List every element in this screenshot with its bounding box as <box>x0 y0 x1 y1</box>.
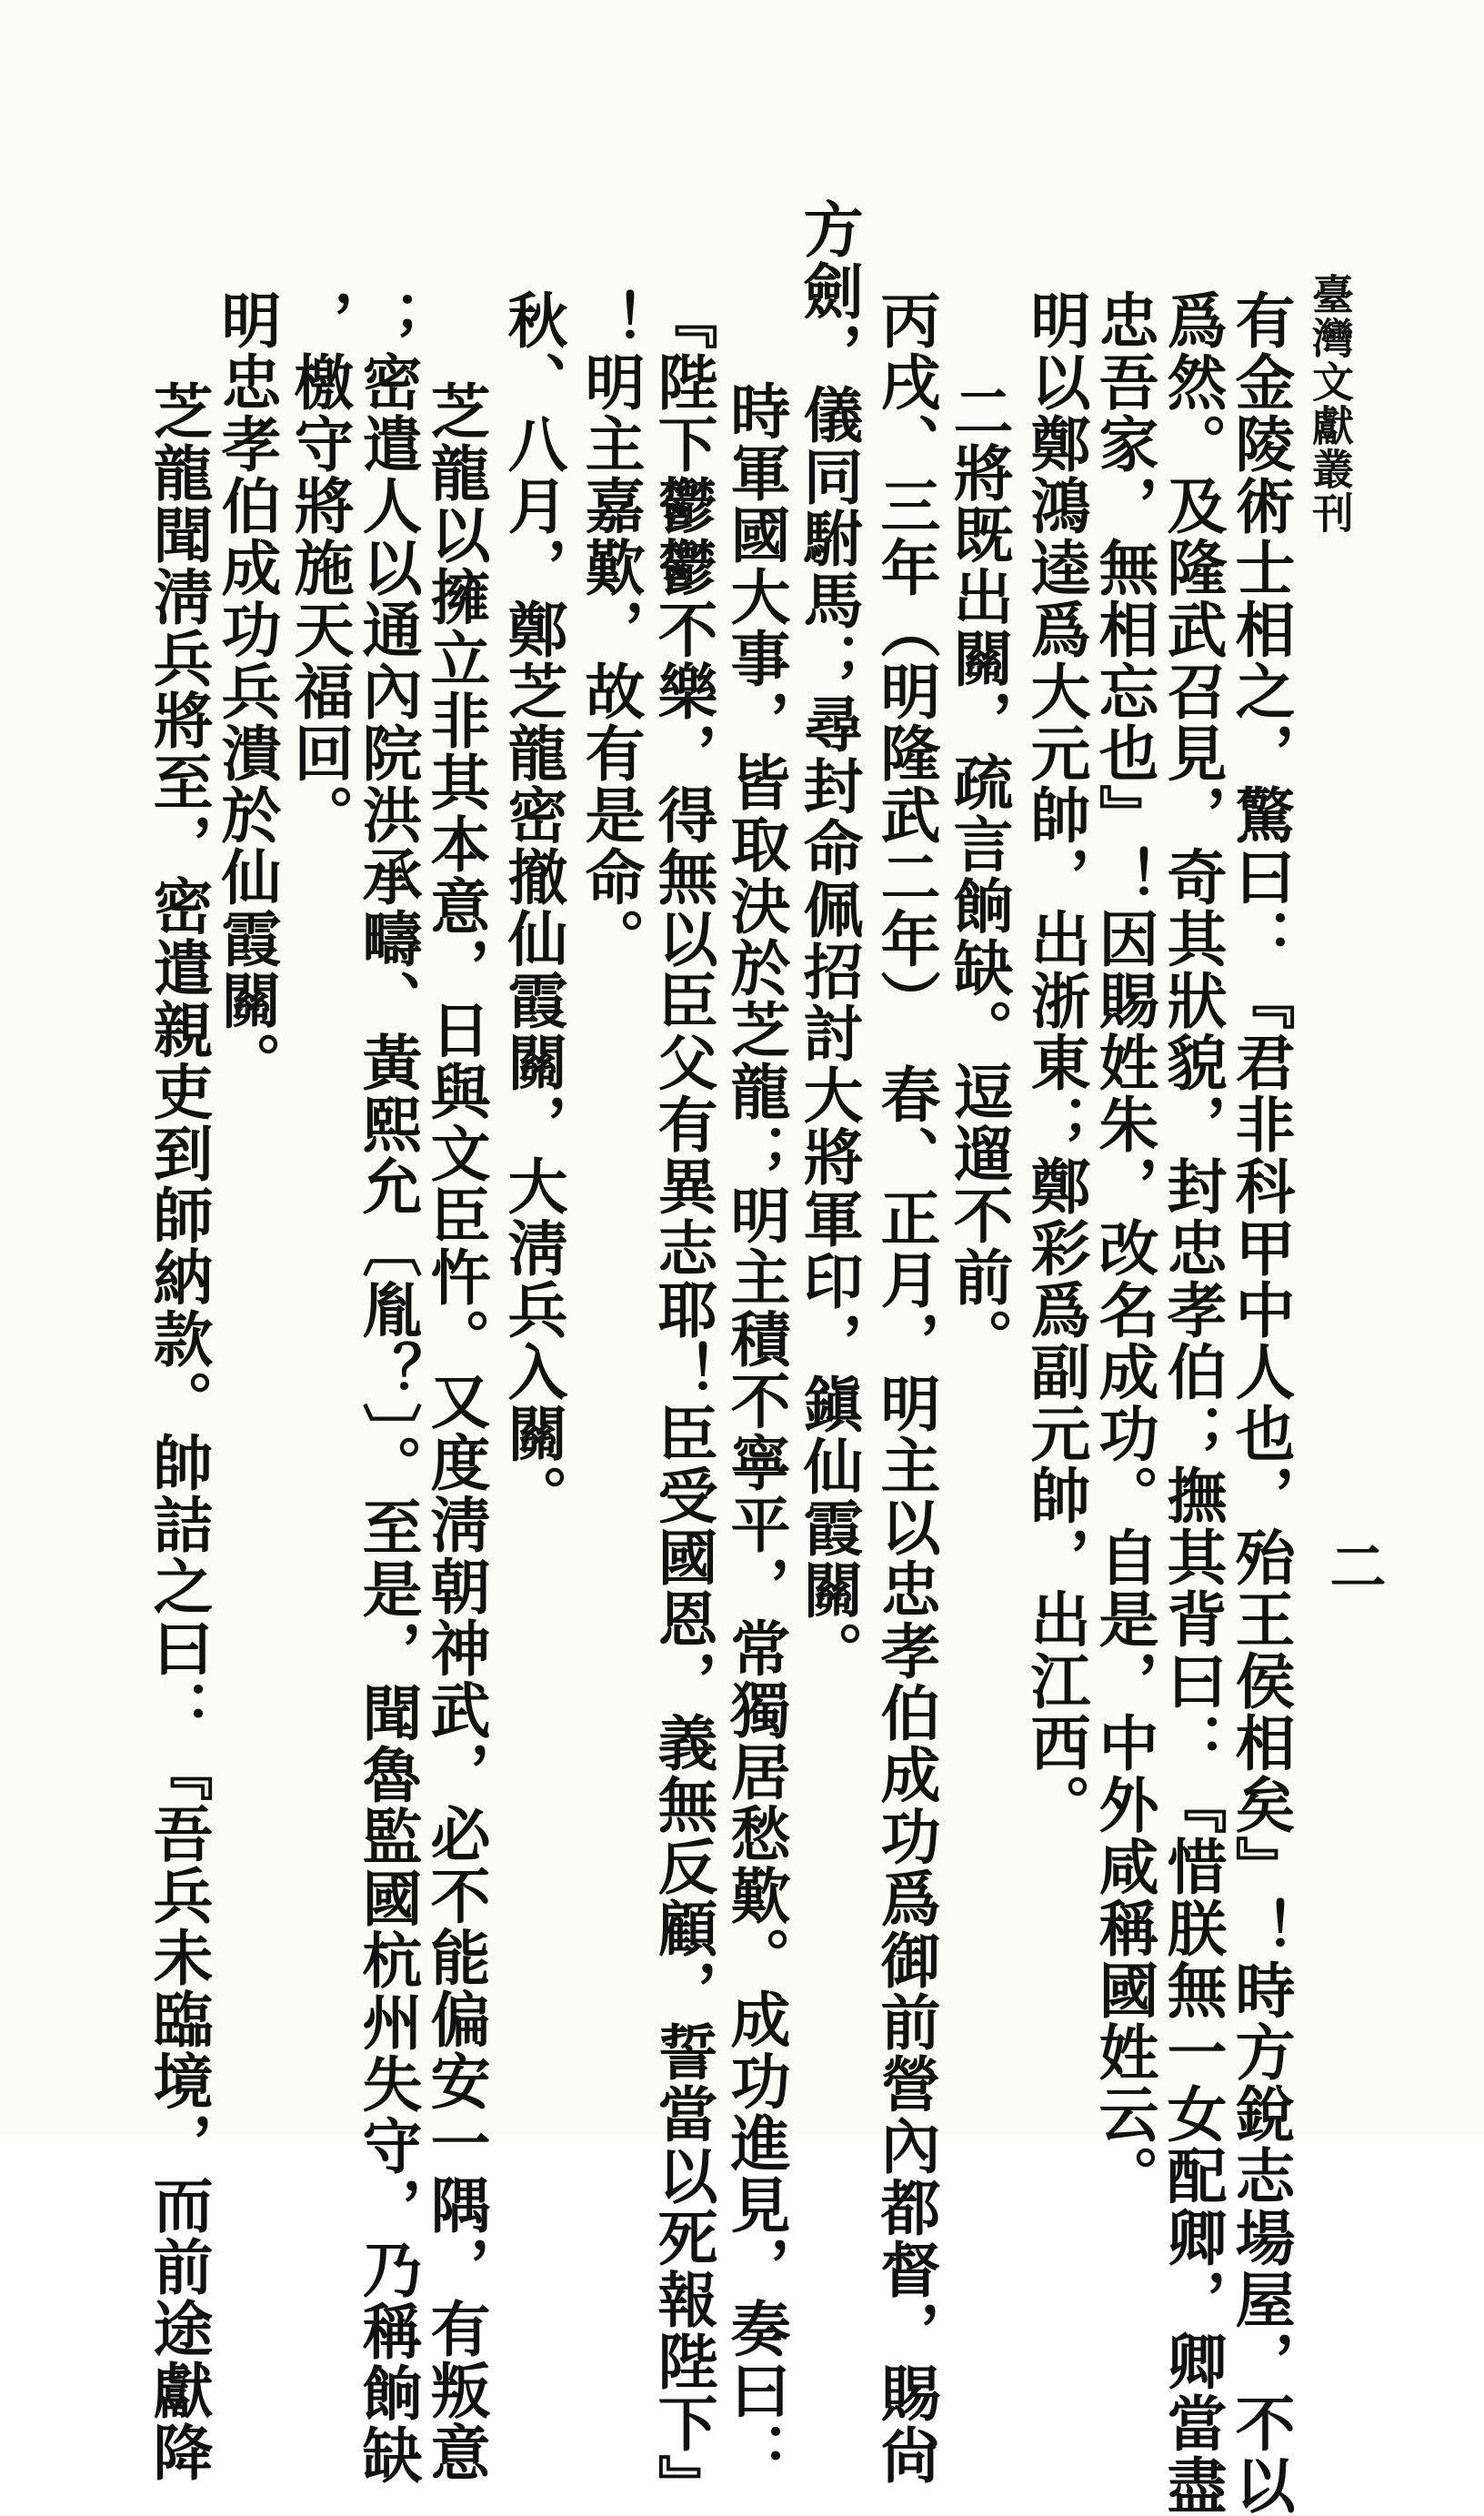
text-column-3: 忠吾家，無相忘也』！因賜姓朱，改名成功。自是，中外咸稱國姓云。 <box>1088 289 1159 2207</box>
text-column-9: 『陛下鬱鬱不樂，得無以臣父有異志耶！臣受國恩，義無反顧，誓當以死報陛下』 <box>647 289 718 2516</box>
text-column-11: 秋、八月，鄭芝龍密撤仙霞關，大淸兵入關。 <box>497 289 568 1526</box>
text-column-6 <box>870 289 941 2486</box>
text-column-13: ；密遣人以通內院洪承疇、黃熙允〔胤？〕。至是，聞魯監國杭州失守，乃稱餉缺 <box>352 289 423 2486</box>
text-column-1: 有金陵術士相之，驚曰：『君非科甲中人也，殆王侯相矣』！時方銳志場屋，不以 <box>1225 289 1296 2516</box>
text-column-7: 方劍，儀同駙馬；尋封命佩招討大將軍印，鎭仙霞關。 <box>793 198 864 1683</box>
era-heading: 丙戌、三年（明隆武二年） <box>870 289 941 1001</box>
page-number: 二 <box>1320 1537 1387 1595</box>
era-heading-continuation: 春、正月，明主以忠孝伯成功爲御前營內都督，賜尙 <box>870 1001 941 2486</box>
text-column-5: 二將既出關，疏言餉缺。逗遛不前。 <box>943 380 1014 1370</box>
text-column-12: 芝龍以擁立非其本意，日與文臣忤。又度淸朝神武，必不能偏安一隅，有叛意 <box>420 380 491 2483</box>
text-column-16: 芝龍聞淸兵將至，密遣親吏到師納款。帥詰之曰：『吾兵未臨境，而前途獻降 <box>143 380 214 2483</box>
text-column-8: 時軍國大事，皆取決於芝龍；明主積不寧平，常獨居愁歎。成功進見，奏曰： <box>720 380 791 2483</box>
text-column-14: ，檄守將施天福回。 <box>284 289 355 846</box>
text-column-2: 爲然。及隆武召見，奇其狀貌，封忠孝伯；撫其背曰：『惜朕無一女配卿，卿當盡 <box>1157 289 1228 2516</box>
running-header-title: 臺灣文獻叢刊 <box>1306 273 1355 535</box>
text-column-10: ！明主嘉歎，故有是命。 <box>575 289 646 970</box>
text-column-15: 明忠孝伯成功兵潰於仙霞關。 <box>211 289 282 1093</box>
text-column-4: 明以鄭鴻逵爲大元帥，出浙東；鄭彩爲副元帥，出江西。 <box>1020 289 1091 1836</box>
